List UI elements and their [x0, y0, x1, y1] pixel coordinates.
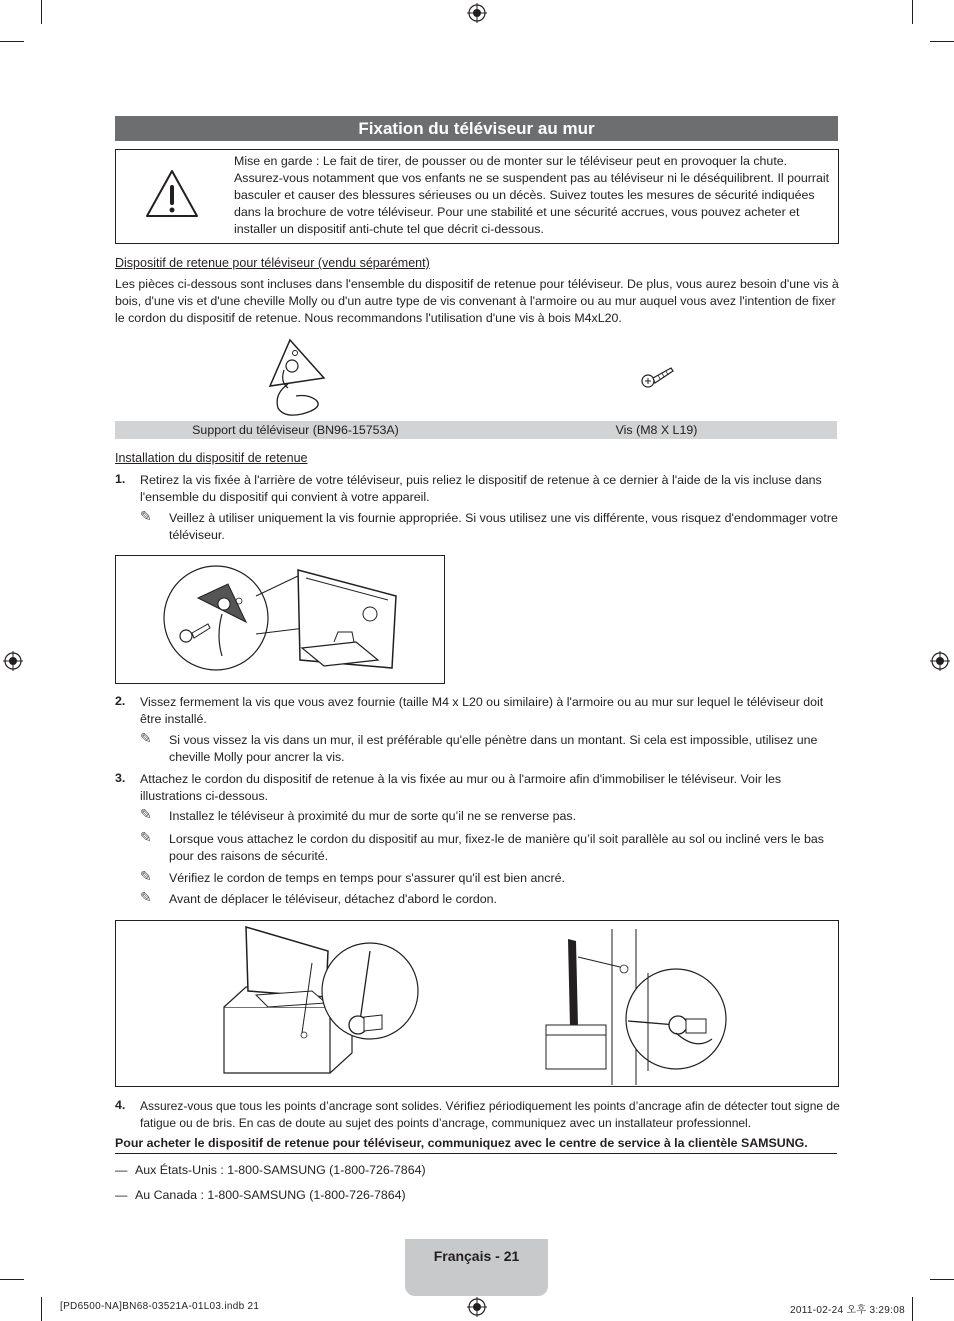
purchase-heading: Pour acheter le dispositif de retenue pour téléviseur, communiquez avec le centre de service à la clientèle SAMSUNG.	[115, 1136, 837, 1154]
pencil-note-icon: ✎	[140, 508, 152, 524]
page-number-tab: Français - 21	[405, 1239, 548, 1296]
step-number: 2.	[115, 694, 126, 708]
part-caption-holder: Support du téléviseur (BN96-15753A)	[192, 423, 399, 437]
registration-mark-bottom	[467, 1297, 487, 1317]
note-text: Si vous vissez la vis dans un mur, il est préférable qu'elle pénètre dans un montant. Si cela est impossible, utilisez une cheville Molly pour ancrer la vis.	[169, 733, 818, 764]
page-title: Fixation du téléviseur au mur	[115, 116, 838, 141]
section-heading-installation: Installation du dispositif de retenue	[115, 451, 308, 465]
footer-file: [PD6500-NA]BN68-03521A-01L03.indb 21	[60, 1301, 260, 1312]
note-text: Lorsque vous attachez le cordon du dispositif au mur, fixez-le de manière qu’il soit parallèle au sol ou incliné vers le bas pour des raisons de sécurité.	[169, 832, 824, 863]
attach-cord-illustration	[116, 921, 838, 1085]
part-caption-screw: Vis (M8 X L19)	[615, 423, 698, 437]
step-text: Retirez la vis fixée à l'arrière de votre téléviseur, puis reliez le dispositif de retenue à ce dernier à l'aide de la vis incluse dans l'ensemble du dispositif qui convient à votre appareil.	[140, 473, 822, 504]
step-number: 3.	[115, 771, 126, 785]
footer-date: 2011-02-24 오후 3:29:08	[790, 1305, 905, 1316]
dash: —	[115, 1163, 128, 1177]
step-number: 4.	[115, 1098, 126, 1112]
tv-holder-bracket-image	[262, 338, 328, 418]
warning-body: : Le fait de tirer, de pousser ou de monter sur le téléviseur peut en provoquer la chute. Assurez-vous notamment que vos enfants ne se suspendent pas au téléviseur ni le déséquilibrent. Il pourrait basculer et causer des blessures sérieuses ou un décès. Suivez toutes les mesures de sécurité indiquées dans la brochure de votre téléviseur. Pour une stabilité et une sécurité accrues, vous pouvez acheter et installer un dispositif anti-chute tel que décrit ci-dessous.	[234, 154, 830, 236]
registration-mark-right	[930, 651, 950, 671]
warning-triangle-icon	[144, 168, 200, 220]
section-heading-restraint: Dispositif de retenue pour téléviseur (vendu séparément)	[115, 256, 430, 270]
registration-mark-top	[467, 3, 487, 23]
dash: —	[115, 1188, 128, 1202]
pencil-note-icon: ✎	[140, 868, 152, 884]
pencil-note-icon: ✎	[140, 730, 152, 746]
contact-usa: Aux États-Unis : 1-800-SAMSUNG (1-800-726-7864)	[135, 1163, 426, 1177]
warning-text	[234, 153, 830, 238]
note-text: Avant de déplacer le téléviseur, détachez d'abord le cordon.	[169, 892, 497, 906]
step-text: Assurez-vous que tous les points d’ancrage sont solides. Vérifiez périodiquement les points d’ancrage afin de détecter tout signe de fatigue ou de bris. En cas de doute au sujet des points d’ancrage, communiquez avec un installateur professionnel.	[140, 1099, 840, 1130]
attach-holder-illustration	[116, 556, 444, 682]
note-text: Veillez à utiliser uniquement la vis fournie appropriée. Si vous utilisez une vis différente, vous risquez d'endommager votre téléviseur.	[169, 511, 838, 542]
warning-label: Mise en garde	[234, 154, 313, 168]
step-text: Vissez fermement la vis que vous avez fournie (taille M4 x L20 ou similaire) à l'armoire ou au mur sur lequel le téléviseur doit être installé.	[140, 695, 824, 726]
contact-canada: Au Canada : 1-800-SAMSUNG (1-800-726-7864)	[135, 1188, 406, 1202]
step-text: Attachez le cordon du dispositif de retenue à la vis fixée au mur ou à l'armoire afin d'immobiliser le téléviseur. Voir les illustrations ci-dessous.	[140, 772, 782, 803]
step-number: 1.	[115, 472, 126, 486]
note-text: Vérifiez le cordon de temps en temps pour s'assurer qu'il est bien ancré.	[169, 871, 565, 885]
pencil-note-icon: ✎	[140, 829, 152, 845]
pencil-note-icon: ✎	[140, 806, 152, 822]
pencil-note-icon: ✎	[140, 889, 152, 905]
section-body-restraint: Les pièces ci-dessous sont incluses dans l'ensemble du dispositif de retenue pour téléviseur. De plus, vous aurez besoin d'une vis à bois, d'une vis et d'une cheville Molly ou d'un autre type de vis convenant à l'armoire ou au mur auquel vous avez l'intention de fixer le cordon du dispositif de retenue. Nous recommandons l'utilisation d'une vis à bois M4xL20.	[115, 277, 839, 325]
screw-image	[638, 362, 678, 392]
note-text: Installez le téléviseur à proximité du mur de sorte qu’il ne se renverse pas.	[169, 809, 577, 823]
registration-mark-left	[3, 651, 23, 671]
